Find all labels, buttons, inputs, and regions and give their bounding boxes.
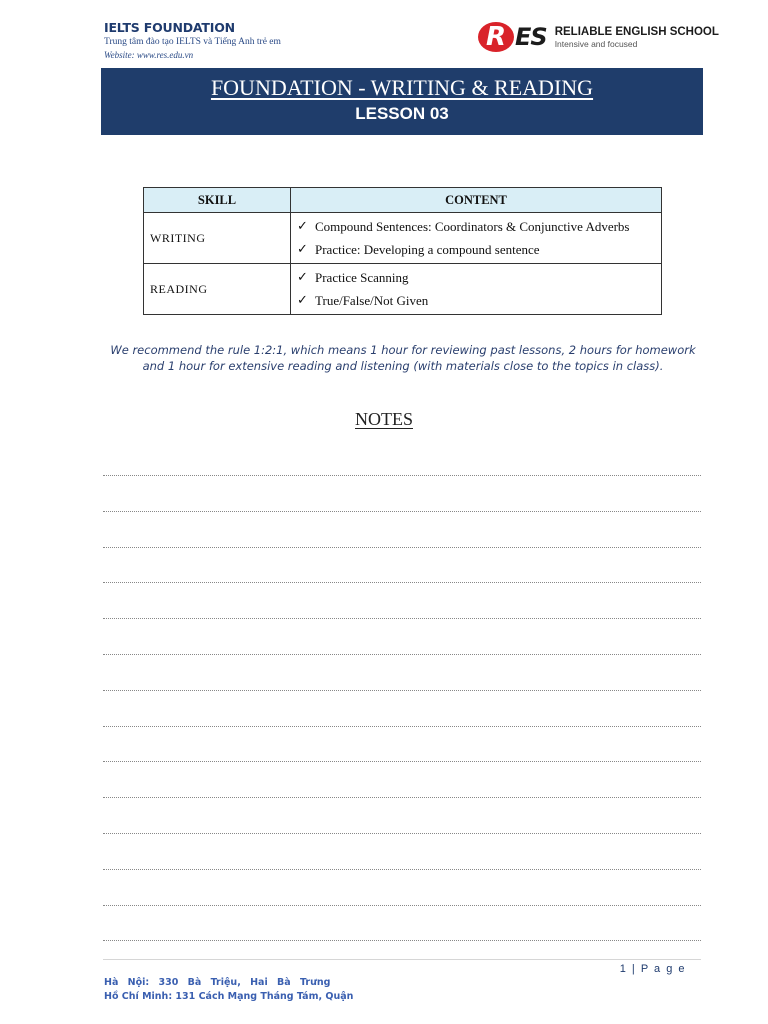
logo-r-icon: R	[478, 22, 514, 52]
brand-subtitle: Trung tâm đào tạo IELTS và Tiếng Anh trẻ em	[104, 37, 281, 47]
brand-block	[104, 20, 281, 60]
item-text: Compound Sentences: Coordinators & Conjunctive Adverbs	[315, 218, 630, 234]
note-line	[103, 475, 701, 476]
page-title: FOUNDATION - WRITING & READING	[210, 75, 594, 100]
school-name: RELIABLE ENGLISH SCHOOL	[554, 25, 719, 38]
note-line	[103, 869, 701, 870]
skills-table	[143, 187, 662, 315]
note-line	[103, 905, 701, 906]
logo-es-letters: ES	[515, 23, 547, 51]
note-line	[103, 726, 701, 727]
checkmark-icon: ✓	[297, 293, 308, 308]
table-header-row	[144, 188, 662, 213]
brand-title: IELTS FOUNDATION	[104, 20, 235, 35]
checkmark-icon: ✓	[297, 270, 308, 285]
content-reading	[291, 264, 662, 315]
res-logo	[478, 22, 719, 52]
list-item	[297, 238, 655, 261]
item-text: Practice: Developing a compound sentence	[315, 241, 540, 257]
note-line	[103, 797, 701, 798]
checkmark-icon: ✓	[297, 242, 308, 257]
lesson-number: LESSON 03	[355, 104, 449, 123]
header-content: CONTENT	[291, 188, 662, 213]
skill-reading: READING	[144, 264, 291, 315]
address-hanoi: Hà Nội: 330 Bà Triệu, Hai Bà Trưng	[104, 977, 331, 988]
skill-writing: WRITING	[144, 213, 291, 264]
logo-text	[555, 26, 719, 49]
note-line	[103, 690, 701, 691]
note-line	[103, 940, 701, 941]
header-skill: SKILL	[144, 188, 291, 213]
title-banner	[101, 68, 703, 135]
school-tagline: Intensive and focused	[554, 38, 638, 49]
note-line	[103, 582, 701, 583]
recommendation-text: We recommend the rule 1:2:1, which means 1 hour for reviewing past lessons, 2 hours for homework and 1 hour for extensive reading and listening (with materials close to the topics in class).	[110, 343, 696, 373]
note-line	[103, 511, 701, 512]
list-item	[297, 266, 655, 289]
item-text: Practice Scanning	[315, 269, 409, 285]
page-number: 1 | P a g e	[619, 963, 686, 975]
website-text: Website: www.res.edu.vn	[104, 50, 194, 60]
note-line	[103, 833, 701, 834]
note-line	[103, 618, 701, 619]
table-row	[144, 264, 662, 315]
item-text: True/False/Not Given	[315, 292, 429, 308]
content-writing	[291, 213, 662, 264]
list-item	[297, 215, 655, 238]
list-item	[297, 289, 655, 312]
notes-title: NOTES	[355, 409, 413, 429]
note-line	[103, 654, 701, 655]
table-row	[144, 213, 662, 264]
note-line	[103, 761, 701, 762]
notes-lines	[103, 475, 701, 976]
address-hcm: Hồ Chí Minh: 131 Cách Mạng Tháng Tám, Quận	[104, 991, 354, 1002]
checkmark-icon: ✓	[297, 219, 308, 234]
note-line	[103, 547, 701, 548]
footer-divider	[103, 959, 701, 960]
